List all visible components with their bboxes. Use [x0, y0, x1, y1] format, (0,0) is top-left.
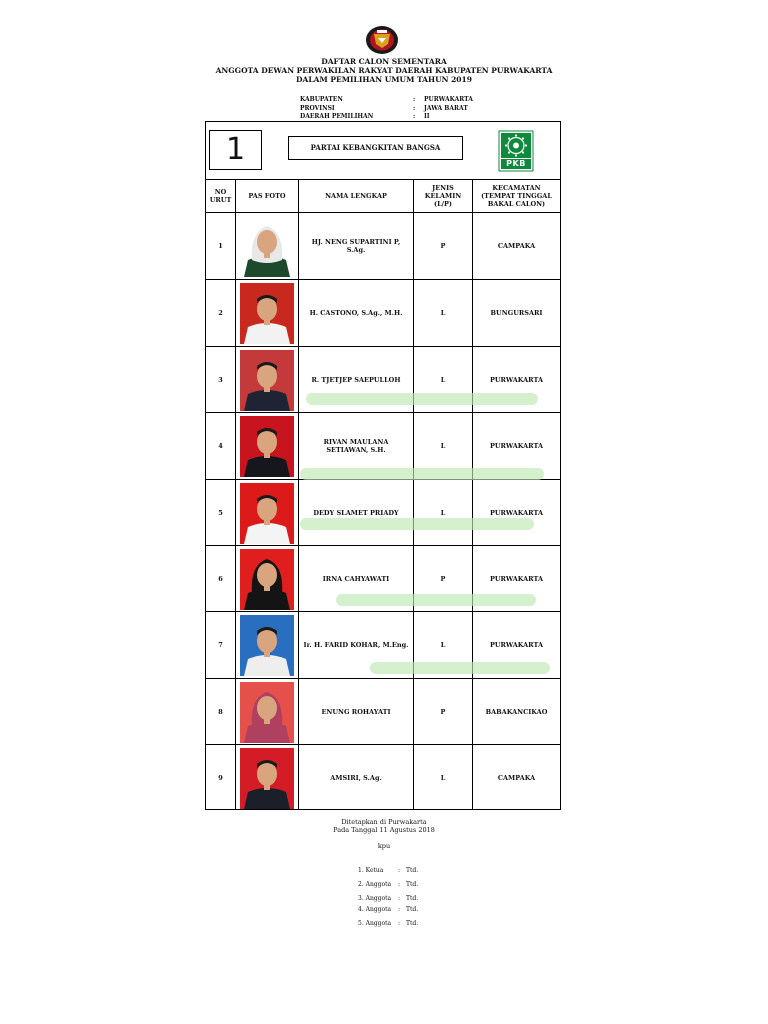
signatory-row: 4. Anggota : Ttd.	[358, 906, 419, 913]
candidate-district: PURWAKARTA	[490, 641, 543, 649]
candidate-district: CAMPAKA	[497, 774, 536, 782]
col-header-photo: PAS FOTO	[248, 192, 286, 200]
candidate-district: BUNGURSARI	[490, 309, 543, 317]
candidate-photo	[240, 549, 294, 610]
candidate-name: ENUNG ROHAYATI	[321, 708, 391, 716]
candidate-district: PURWAKARTA	[490, 509, 543, 517]
row-number: 1	[218, 242, 223, 250]
footer-place: Ditetapkan di Purwakarta	[341, 818, 427, 826]
candidate-name: HJ. NENG SUPARTINI P, S.Ag.	[311, 238, 401, 254]
candidate-photo	[240, 682, 294, 743]
kpu-logo	[364, 24, 400, 56]
signatory-row: 3. Anggota : Ttd.	[358, 895, 419, 902]
pkb-logo-text: PKB	[506, 159, 526, 168]
candidate-gender: L	[440, 509, 446, 517]
highlight-mark	[306, 393, 538, 405]
candidate-district: CAMPAKA	[497, 242, 536, 250]
row-number: 9	[218, 774, 223, 782]
candidate-gender: P	[440, 242, 446, 250]
candidate-table	[205, 121, 561, 810]
highlight-mark	[300, 468, 544, 480]
row-number: 6	[218, 575, 223, 583]
candidate-name: AMSIRI, S.Ag.	[330, 774, 382, 782]
candidate-district: PURWAKARTA	[490, 575, 543, 583]
row-number: 2	[218, 309, 223, 317]
signatory-row: 1. Ketua : Ttd.	[358, 867, 419, 874]
highlight-mark	[370, 662, 550, 674]
col-header-gender: JENIS KELAMIN (L/P)	[424, 184, 462, 208]
party-number: 1	[209, 130, 262, 170]
footer-date: Pada Tanggal 11 Agustus 2018	[333, 826, 435, 834]
candidate-photo	[240, 283, 294, 344]
candidate-name: H. CASTONO, S.Ag., M.H.	[309, 309, 403, 317]
candidate-name: Ir. H. FARID KOHAR, M.Eng.	[303, 641, 409, 649]
col-header-district: KECAMATAN (TEMPAT TINGGAL BAKAL CALON)	[481, 184, 552, 208]
candidate-photo	[240, 483, 294, 544]
candidate-name: RIVAN MAULANA SETIAWAN, S.H.	[323, 438, 389, 454]
candidate-gender: L	[440, 376, 446, 384]
candidate-gender: P	[440, 708, 446, 716]
candidate-photo	[240, 748, 294, 809]
highlight-mark	[300, 518, 534, 530]
signatory-row: 2. Anggota : Ttd.	[358, 881, 419, 888]
row-number: 3	[218, 376, 223, 384]
candidate-gender: L	[440, 774, 446, 782]
divider	[235, 179, 236, 809]
candidate-name: DEDY SLAMET PRIADY	[313, 509, 399, 517]
highlight-mark	[336, 594, 536, 606]
candidate-district: PURWAKARTA	[490, 442, 543, 450]
row-number: 5	[218, 509, 223, 517]
candidate-photo	[240, 216, 294, 277]
footer-org: kpu	[377, 842, 391, 850]
candidate-district: BABAKANCIKAO	[485, 708, 548, 716]
candidate-photo	[240, 416, 294, 477]
candidate-gender: P	[440, 575, 446, 583]
party-name: PARTAI KEBANGKITAN BANGSA	[288, 136, 463, 160]
row-number: 7	[218, 641, 223, 649]
row-number: 8	[218, 708, 223, 716]
candidate-gender: L	[440, 309, 446, 317]
row-number: 4	[218, 442, 223, 450]
candidate-gender: L	[440, 442, 446, 450]
candidate-name: IRNA CAHYAWATI	[322, 575, 390, 583]
signatory-row: 5. Anggota : Ttd.	[358, 920, 419, 927]
candidate-gender: L	[440, 641, 446, 649]
candidate-name: R. TJETJEP SAEPULLOH	[311, 376, 401, 384]
pkb-logo	[498, 130, 534, 172]
doc-title-3: DALAM PEMILIHAN UMUM TAHUN 2019	[296, 75, 472, 84]
doc-title-1: DAFTAR CALON SEMENTARA	[321, 57, 447, 66]
col-header-no: NO URUT	[209, 188, 232, 204]
candidate-district: PURWAKARTA	[490, 376, 543, 384]
candidate-photo	[240, 350, 294, 411]
candidate-photo	[240, 615, 294, 676]
col-header-name: NAMA LENGKAP	[325, 192, 387, 200]
doc-title-2: ANGGOTA DEWAN PERWAKILAN RAKYAT DAERAH KABUPATEN PURWAKARTA	[215, 66, 553, 75]
